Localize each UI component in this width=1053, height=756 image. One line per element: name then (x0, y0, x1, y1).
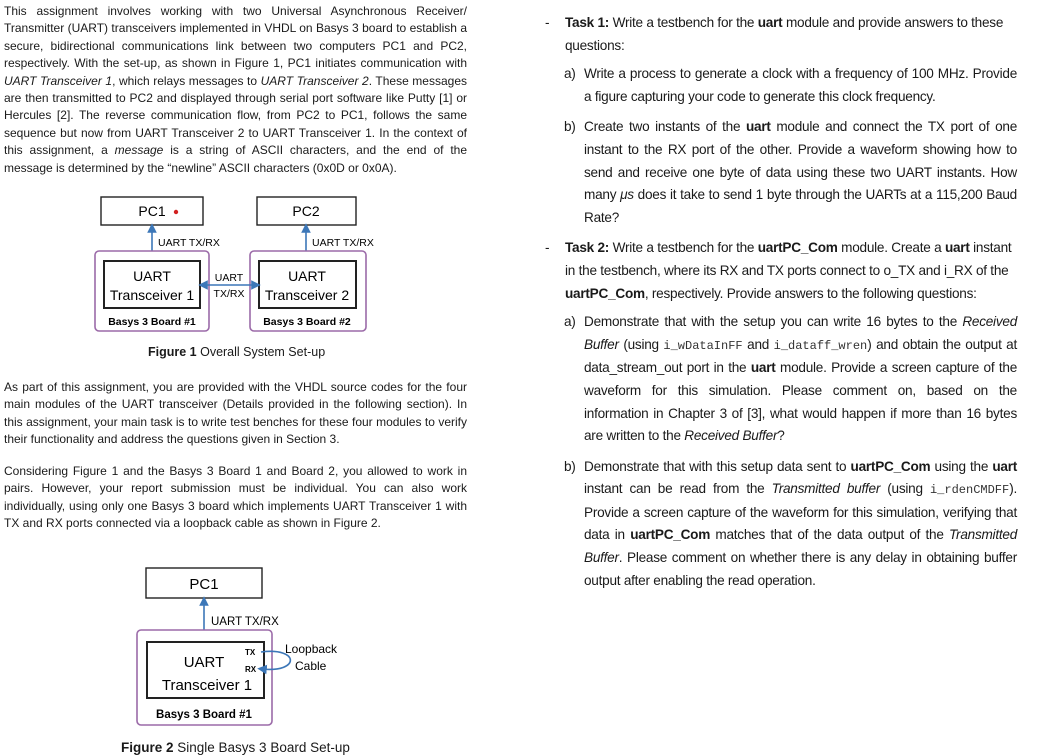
fig1-uart2-l2: Transceiver 2 (264, 287, 350, 303)
fig1-uart1-l1: UART (133, 268, 171, 284)
task-2: - Task 2: Write a testbench for the uartPC_Com module. Create a uart instant in the testbench, where its RX and TX ports connect to o_TX and i_RX of the uartPC_Com, respectively. Provide answers to the following questions: (545, 240, 1012, 301)
task-1: - Task 1: Write a testbench for the uart module and provide answers to these questions: (545, 15, 1004, 53)
figure-1-diagram (0, 190, 470, 340)
fig2-tx-label: TX (245, 648, 256, 657)
fig2-loop-l2: Cable (295, 659, 327, 673)
fig2-uart-l2: Transceiver 1 (161, 677, 253, 694)
fig1-board2-label: Basys 3 Board #2 (263, 316, 351, 328)
fig1-pc1-label: PC1 (138, 203, 166, 219)
figure-2-caption: Figure 2 Single Basys 3 Board Set-up (121, 740, 350, 755)
fig2-loop-l1: Loopback (285, 642, 338, 656)
fig1-pc2-label: PC2 (292, 203, 320, 219)
fig1-board1-label: Basys 3 Board #1 (108, 316, 196, 328)
intro-paragraph: This assignment involves working with two Universal Asynchronous Receiver/ Transmitter (UART) transceivers implemented in VHDL on Basys 3 board to establish a secure, bidirectional communications link between two computers PC1 and PC2, respectively. With the set-up, as shown in Figure 1, PC1 initiates communication with UART Transceiver 1, which relays messages to UART Transceiver 2. These messages are then transmitted to PC2 and displayed through serial port software like Putty [1] or Hercules [2]. The reverse communication flow, from PC2 to PC1, follows the same sequence but now from UART Transceiver 2 to UART Transceiver 1. In the context of this assignment, a message is a string of ASCII characters, and the end of the message is determined by the “newline” ASCII characters (0x0D or 0x0A). (4, 4, 468, 175)
cursor-dot (174, 210, 178, 214)
fig1-uart2-l1: UART (288, 268, 326, 284)
paragraph-2: As part of this assignment, you are provided with the VHDL source codes for the four main modules of the UART transceiver (Details provided in the following section). In this assignment, your main task is to write test benches for these four modules to verify their functionality and address the questions given in Section 3. (4, 380, 467, 447)
fig2-pc1-label: PC1 (189, 576, 219, 593)
task-1b: b) Create two instants of the uart module and connect the TX port of one instant to the RX port of the other. Provide a waveform showing how to send and receive one byte of data using these two UART instants. How many μs does it take to send 1 byte through the UARTs at a 115,200 Baud Rate? (564, 119, 1018, 225)
fig2-rx-label: RX (245, 665, 257, 674)
task-2b: b) Demonstrate that with this setup data sent to uartPC_Com using the uart instant can be read from the Transmitted buffer (using i_rdenCMDFF). Provide a screen capture of the waveform for this simulation, verifying that data in uartPC_Com matches that of the data output of the Transmitted Buffer. Please comment on whether there is any delay in obtaining buffer output after enabling the read operation. (564, 458, 1018, 588)
task-1a: a) Write a process to generate a clock with a frequency of 100 MHz. Provide a figure capturing your code to generate this clock frequency. (564, 66, 1017, 104)
fig1-uart1-l2: Transceiver 1 (109, 287, 195, 303)
fig1-middle-l1: UART (214, 272, 244, 284)
fig2-link-label: UART TX/RX (211, 616, 279, 628)
task-2a: a) Demonstrate that with the setup you can write 16 bytes to the Received Buffer (using i_wDataInFF and i_dataff_wren) and obtain the output at data_stream_out port in the uart module. Provide a screen capture of the waveform for this simulation. Please comment on, based on the information in Chapter 3 of [3], what would happen if more than 16 bytes are written to the Received Buffer? (564, 314, 1018, 444)
tasks-column (545, 12, 1017, 600)
fig2-uart-l1: UART (183, 654, 225, 671)
paragraph-3: Considering Figure 1 and the Basys 3 Board 1 and Board 2, you allowed to work in pairs. However, your report submission must be individual. You can also work individually, using only one Basys 3 board which implements UART Transceiver 1 with TX and RX ports connected via a loopback cable as shown in Figure 2. (4, 464, 467, 531)
fig1-middle-l2: TX/RX (213, 288, 245, 300)
fig2-board-label: Basys 3 Board #1 (156, 709, 252, 721)
figure-2-diagram (0, 563, 400, 733)
fig1-link2-label: UART TX/RX (312, 237, 374, 249)
fig1-link1-label: UART TX/RX (158, 237, 220, 249)
figure-1-caption: Figure 1 Overall System Set-up (148, 345, 326, 359)
